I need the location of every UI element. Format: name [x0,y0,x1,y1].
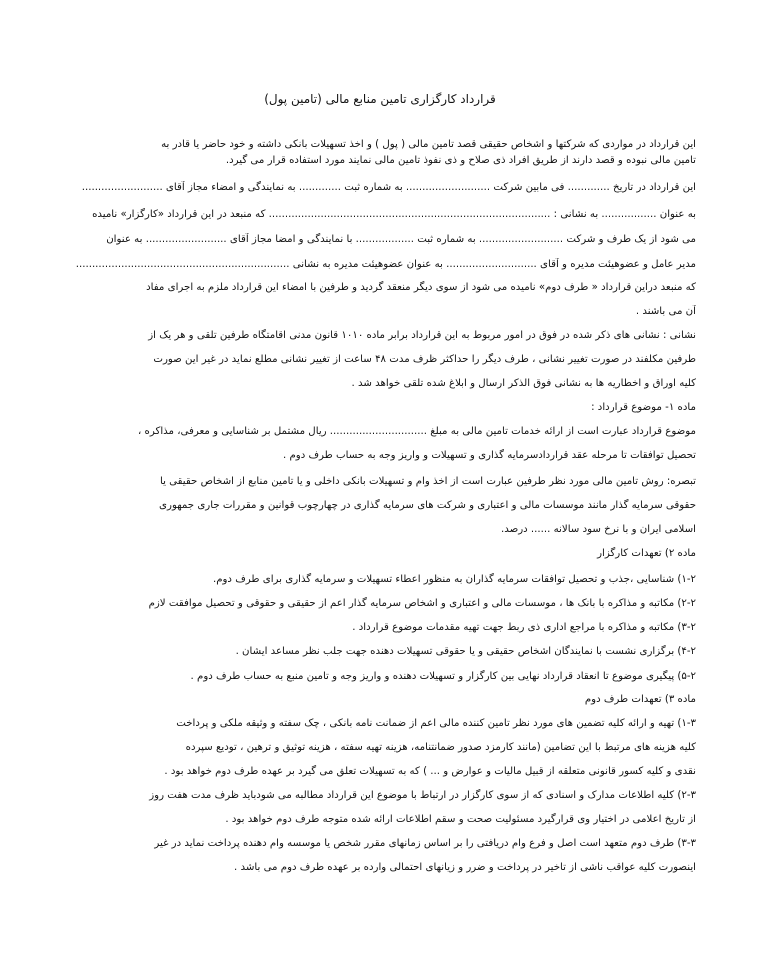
body-line: حقوقی سرمایه گذار مانند موسسات مالی و اعتباری و شرکت های سرمایه گذاری در چهارچوب قوانین و مقررات جاری جمهوری [159,500,696,511]
body-line: از تاریخ اعلامی در اختیار وی قرارگیرد مسئولیت صحت و سقم اطلاعات ارائه شده متوجه طرف دوم خواهد بود . [225,814,696,825]
body-line: ۲-۲) مکاتبه و مذاکره با بانک ها ، موسسات مالی و اعتباری و اشخاص سرمایه گذار اعم از حقیقی و حقوقی و تحصیل موافقت لازم [148,598,696,609]
body-line: تبصره: روش تامین مالی مورد نظر طرفین عبارت است از اخذ وام و تسهیلات بانکی داخلی و یا تامین منابع از اشخاص حقیقی یا [159,476,696,487]
body-line: اینصورت کلیه عواقب ناشی از تاخیر در پرداخت و ضرر و زیانهای احتمالی وارده بر عهده طرف دوم می باشد . [234,862,696,873]
body-line: که منبعد دراین قرارداد « طرف دوم» نامیده می شود از سوی دیگر منعقد گردید و طرفین با امضاء این قرارداد ملزم به اجرای مفاد [146,282,696,293]
body-line: تحصیل توافقات تا مرحله عقد قراردادسرمایه گذاری و تسهیلات و واریز وجه به حساب طرف دوم . [283,450,696,461]
body-line: نقدی و کلیه کسور قانونی متعلقه از قبیل مالیات و عوارض و ... ) که به تسهیلات تعلق می گیرد بر عهده طرف دوم خواهد بود . [164,766,696,777]
body-line: ۴-۲) برگزاری نشست با نمایندگان اشخاص حقیقی و یا حقوقی تسهیلات دهنده جهت جلب نظر مساعد ایشان . [235,646,696,657]
body-line: نشانی : نشانی های ذکر شده در فوق در امور مربوط به این قرارداد برابر ماده ۱۰۱۰ قانون مدنی اقامتگاه طرفین تلقی و هر یک از [148,330,696,341]
body-line: ۳-۳) طرف دوم متعهد است اصل و فرع وام دریافتی را بر اساس زمانهای مقرر شخص یا موسسه وام دهنده پرداخت نماید در غیر [154,838,696,849]
body-line: کلیه هزینه های مرتبط با این تضامین (مانند کارمزد صدور ضمانتنامه، هزینه تهیه سفته ، هزینه توثیق و ترهین ، تودیع سپرده [185,742,696,753]
body-line: تامین مالی نبوده و قصد دارند از طریق افراد ذی صلاح و ذی نفوذ تامین مالی نمایند مورد استفاده قرار می گیرد. [225,155,696,166]
body-line: اسلامی ایران و با نرخ سود سالانه ...... درصد. [501,524,696,535]
body-line: کلیه اوراق و اخطاریه ها به نشانی فوق الذکر ارسال و ابلاغ شده تلقی خواهد شد . [351,378,696,389]
body-line: ۳-۲) مکاتبه و مذاکره با مراجع اداری ذی ربط جهت تهیه مقدمات موضوع قرارداد . [352,622,696,633]
body-line: ۱-۲) شناسایی ،جذب و تحصیل توافقات سرمایه گذاران به منظور اعطاء تسهیلات و سرمایه گذاری برای طرف دوم. [212,574,696,585]
body-line: مدیر عامل و عضوهیئت مدیره و آقای ............................ به عنوان عضوهیئت مدیره به نشانی .................................................................. [75,259,696,270]
body-line: ماده ۳) تعهدات طرف دوم [584,694,696,705]
body-line: طرفین مکلفند در صورت تغییر نشانی ، طرف دیگر را حداکثر ظرف مدت ۴۸ ساعت از تغییر نشانی مطلع نماید در غیر این صورت [153,354,696,365]
body-line: آن می باشند . [635,306,696,317]
body-line: ۱-۳) تهیه و ارائه کلیه تضمین های مورد نظر تامین کننده مالی اعم از ضمانت نامه بانکی ، چک سفته و وثیقه ملکی و پرداخت [176,718,696,729]
body-line: می شود از یک طرف و شرکت .......................... به شماره ثبت .................. با نمایندگی و امضا مجاز آقای ......................... به عنوان [106,234,696,245]
document-title: قرارداد کارگزاری تامین منابع مالی (تامین پول) [264,92,496,106]
body-line: ۲-۳) کلیه اطلاعات مدارک و اسنادی که از سوی کارگزار در ارتباط با موضوع این قرارداد مطالبه می شودباید ظرف مدت هفت روز [149,790,696,801]
body-line: این قرارداد در مواردی که شرکتها و اشخاص حقیقی قصد تامین مالی ( پول ) و اخذ تسهیلات بانکی داشته و خود حاضر یا قادر به [161,139,696,150]
body-line: موضوع قرارداد عبارت است از ارائه خدمات تامین مالی به مبلغ .............................. ریال مشتمل بر شناسایی و معرفی، مذاکره ، [137,426,696,437]
body-line: ۵-۲) پیگیری موضوع تا انعقاد قرارداد نهایی بین کارگزار و تسهیلات دهنده و واریز وجه و تامین منبع به حساب طرف دوم . [190,671,696,682]
body-line: ماده ۲) تعهدات کارگزار [597,548,696,559]
body-line: این قرارداد در تاریخ ............. فی مابین شرکت .......................... به شماره ثبت ............. به نمایندگی و امضاء مجاز آقای ......................... [81,182,696,193]
body-line: ماده ۱- موضوع قرارداد : [591,402,696,413]
body-line: به عنوان ................. به نشانی : ....................................................................................... که منبعد در این قرارداد «کارگزار» نامیده [92,209,696,220]
